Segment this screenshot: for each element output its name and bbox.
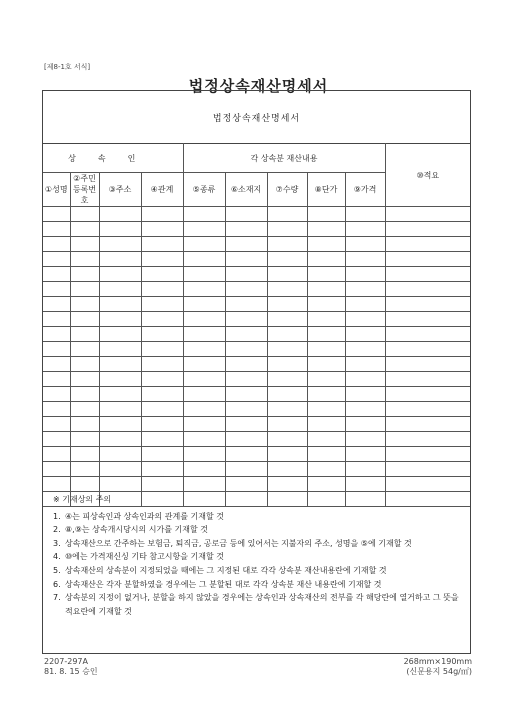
table-cell bbox=[183, 207, 225, 222]
table-cell bbox=[267, 432, 307, 447]
table-cell bbox=[99, 432, 141, 447]
table-cell bbox=[141, 327, 183, 342]
table-row bbox=[43, 327, 470, 342]
table-cell bbox=[43, 312, 70, 327]
table-cell bbox=[183, 462, 225, 477]
col-name: ①성명 bbox=[43, 173, 70, 207]
table-cell bbox=[345, 402, 385, 417]
table-cell bbox=[345, 342, 385, 357]
col-price: ⑨가격 bbox=[345, 173, 385, 207]
table-row bbox=[43, 282, 470, 297]
note-item: 7. 상속분의 지정이 없거나, 분할을 하지 않았을 경우에는 상속인과 상속재산의 전부를 각 해당란에 열거하고 그 뜻을 적요란에 기재할 것 bbox=[53, 593, 459, 616]
table-cell bbox=[345, 312, 385, 327]
table-cell bbox=[267, 357, 307, 372]
table-cell bbox=[385, 432, 470, 447]
table-cell bbox=[267, 267, 307, 282]
col-location: ⑥소재지 bbox=[225, 173, 267, 207]
table-cell bbox=[141, 342, 183, 357]
table-cell bbox=[141, 402, 183, 417]
table-row bbox=[43, 387, 470, 402]
table-cell bbox=[345, 372, 385, 387]
table-cell bbox=[70, 342, 99, 357]
table-cell bbox=[99, 282, 141, 297]
table-cell bbox=[99, 477, 141, 492]
table-cell bbox=[385, 447, 470, 462]
table-cell bbox=[385, 402, 470, 417]
table-cell bbox=[141, 417, 183, 432]
table-cell bbox=[267, 207, 307, 222]
table-cell bbox=[183, 477, 225, 492]
property-group-header: 각 상속분 재산내용 bbox=[183, 144, 385, 173]
col-resident-no: ②주민등록번호 bbox=[70, 173, 99, 207]
table-cell bbox=[183, 357, 225, 372]
table-cell bbox=[183, 372, 225, 387]
table-cell bbox=[70, 357, 99, 372]
inner-title: 법정상속재산명세서 bbox=[212, 114, 301, 124]
table-row bbox=[43, 297, 470, 312]
table-cell bbox=[43, 297, 70, 312]
table-cell bbox=[43, 417, 70, 432]
table-cell bbox=[307, 402, 345, 417]
table-cell bbox=[307, 417, 345, 432]
table-cell bbox=[307, 357, 345, 372]
table-cell bbox=[99, 402, 141, 417]
property-table bbox=[43, 143, 470, 507]
note-item: 5. 상속재산의 상속분이 지정되었을 때에는 그 지정된 대로 각각 상속분 재산내용란에 기재할 것 bbox=[53, 565, 387, 575]
table-cell bbox=[345, 462, 385, 477]
note-item: 3. 상속재산으로 간주하는 보험금, 퇴직금, 공로금 등에 있어서는 지불자의 주소, 성명을 ⑤에 기재할 것 bbox=[53, 538, 412, 548]
table-cell bbox=[70, 237, 99, 252]
table-row bbox=[43, 357, 470, 372]
table-cell bbox=[225, 357, 267, 372]
table-cell bbox=[43, 252, 70, 267]
table-cell bbox=[70, 312, 99, 327]
table-cell bbox=[385, 267, 470, 282]
table-cell bbox=[141, 282, 183, 297]
table-cell bbox=[99, 252, 141, 267]
table-cell bbox=[345, 282, 385, 297]
table-cell bbox=[99, 222, 141, 237]
table-cell bbox=[70, 222, 99, 237]
table-cell bbox=[99, 357, 141, 372]
table-cell bbox=[307, 252, 345, 267]
paper-size: 268mm×190mm bbox=[403, 657, 472, 666]
table-cell bbox=[70, 402, 99, 417]
table-cell bbox=[141, 297, 183, 312]
table-cell bbox=[70, 387, 99, 402]
table-cell bbox=[70, 267, 99, 282]
table-cell bbox=[267, 447, 307, 462]
table-cell bbox=[225, 312, 267, 327]
note-item: 2. ⑧,⑨는 상속개시당시의 시가를 기재할 것 bbox=[53, 525, 208, 535]
table-cell bbox=[307, 477, 345, 492]
table-cell bbox=[307, 387, 345, 402]
table-cell bbox=[385, 207, 470, 222]
table-cell bbox=[385, 312, 470, 327]
table-cell bbox=[99, 417, 141, 432]
table-cell bbox=[141, 372, 183, 387]
table-cell bbox=[267, 222, 307, 237]
table-cell bbox=[70, 462, 99, 477]
table-cell bbox=[267, 342, 307, 357]
table-cell bbox=[99, 297, 141, 312]
note-item: 1. ④는 피상속인과 상속인과의 관계를 기재할 것 bbox=[53, 511, 224, 521]
table-cell bbox=[43, 282, 70, 297]
table-cell bbox=[141, 432, 183, 447]
table-cell bbox=[99, 387, 141, 402]
table-cell bbox=[307, 282, 345, 297]
table-cell bbox=[225, 402, 267, 417]
table-cell bbox=[267, 372, 307, 387]
table-cell bbox=[385, 237, 470, 252]
table-cell bbox=[385, 462, 470, 477]
table-cell bbox=[99, 237, 141, 252]
table-cell bbox=[99, 267, 141, 282]
table-cell bbox=[43, 402, 70, 417]
page-title: 법정상속재산명세서 bbox=[188, 77, 329, 95]
form-frame bbox=[42, 90, 471, 654]
table-row bbox=[43, 462, 470, 477]
table-cell bbox=[99, 327, 141, 342]
table-cell bbox=[385, 222, 470, 237]
table-cell bbox=[43, 477, 70, 492]
table-cell bbox=[225, 267, 267, 282]
table-row bbox=[43, 477, 470, 492]
table-cell bbox=[225, 462, 267, 477]
table-cell bbox=[141, 477, 183, 492]
table-cell bbox=[70, 417, 99, 432]
table-cell bbox=[141, 237, 183, 252]
table-cell bbox=[70, 432, 99, 447]
table-cell bbox=[267, 387, 307, 402]
table-cell bbox=[307, 462, 345, 477]
table-cell bbox=[307, 207, 345, 222]
table-row bbox=[43, 237, 470, 252]
table-cell bbox=[141, 207, 183, 222]
footer-left bbox=[44, 657, 98, 677]
table-cell bbox=[183, 327, 225, 342]
table-cell bbox=[99, 447, 141, 462]
table-cell bbox=[267, 327, 307, 342]
table-cell bbox=[183, 387, 225, 402]
table-cell bbox=[70, 477, 99, 492]
table-cell bbox=[307, 372, 345, 387]
table-cell bbox=[385, 387, 470, 402]
table-cell bbox=[183, 222, 225, 237]
table-cell bbox=[385, 297, 470, 312]
note-item: 6. 상속재산은 각자 분할하였을 경우에는 그 분할된 대로 각각 상속분 재산 내용란에 기재할 것 bbox=[53, 579, 382, 589]
table-cell bbox=[141, 387, 183, 402]
table-cell bbox=[267, 237, 307, 252]
table-cell bbox=[385, 357, 470, 372]
table-cell bbox=[183, 342, 225, 357]
table-cell bbox=[99, 312, 141, 327]
note-item: 4. ⑩에는 가격재신싱 기타 참고시항을 기재할 것 bbox=[53, 552, 224, 562]
notes-header: ※ 기재상의 주의 bbox=[53, 495, 112, 504]
paper-type: (신문용지 54g/㎡) bbox=[406, 667, 472, 676]
table-cell bbox=[385, 282, 470, 297]
table-cell bbox=[345, 387, 385, 402]
table-row bbox=[43, 207, 470, 222]
table-cell bbox=[307, 222, 345, 237]
table-cell bbox=[43, 267, 70, 282]
table-cell bbox=[43, 387, 70, 402]
table-cell bbox=[43, 222, 70, 237]
table-cell bbox=[225, 447, 267, 462]
table-cell bbox=[385, 372, 470, 387]
table-cell bbox=[225, 207, 267, 222]
table-cell bbox=[307, 432, 345, 447]
table-cell bbox=[43, 372, 70, 387]
table-row bbox=[43, 252, 470, 267]
table-cell bbox=[307, 342, 345, 357]
table-cell bbox=[43, 447, 70, 462]
table-cell bbox=[225, 432, 267, 447]
table-cell bbox=[225, 297, 267, 312]
table-cell bbox=[267, 312, 307, 327]
table-cell bbox=[43, 327, 70, 342]
table-cell bbox=[141, 312, 183, 327]
table-cell bbox=[70, 282, 99, 297]
table-cell bbox=[183, 432, 225, 447]
table-cell bbox=[225, 282, 267, 297]
table-cell bbox=[70, 207, 99, 222]
table-cell bbox=[225, 222, 267, 237]
table-row bbox=[43, 402, 470, 417]
table-cell bbox=[345, 267, 385, 282]
table-cell bbox=[183, 252, 225, 267]
table-cell bbox=[345, 207, 385, 222]
table-cell bbox=[225, 237, 267, 252]
table-cell bbox=[345, 237, 385, 252]
table-cell bbox=[267, 252, 307, 267]
table-cell bbox=[225, 387, 267, 402]
table-cell bbox=[183, 267, 225, 282]
table-cell bbox=[307, 312, 345, 327]
table-cell bbox=[225, 342, 267, 357]
form-code: 2207-297A bbox=[44, 657, 88, 666]
form-number: [제8-1호 서식] bbox=[44, 63, 91, 71]
table-cell bbox=[385, 477, 470, 492]
heir-group-header: 상속인 bbox=[43, 144, 183, 173]
table-cell bbox=[70, 327, 99, 342]
table-cell bbox=[225, 372, 267, 387]
table-cell bbox=[225, 327, 267, 342]
table-row bbox=[43, 432, 470, 447]
table-cell bbox=[225, 477, 267, 492]
table-cell bbox=[183, 447, 225, 462]
table-cell bbox=[225, 417, 267, 432]
table-row bbox=[43, 222, 470, 237]
col-unit-price: ⑧단가 bbox=[307, 173, 345, 207]
table-cell bbox=[43, 207, 70, 222]
table-cell bbox=[141, 357, 183, 372]
table-cell bbox=[267, 417, 307, 432]
table-cell bbox=[267, 477, 307, 492]
table-cell bbox=[345, 252, 385, 267]
table-cell bbox=[385, 342, 470, 357]
table-body bbox=[43, 207, 470, 507]
table-row bbox=[43, 312, 470, 327]
table-cell bbox=[43, 357, 70, 372]
table-cell bbox=[99, 207, 141, 222]
notes-section bbox=[53, 493, 463, 618]
table-row bbox=[43, 447, 470, 462]
table-cell bbox=[99, 342, 141, 357]
table-cell bbox=[70, 447, 99, 462]
table-cell bbox=[345, 297, 385, 312]
footer-right bbox=[404, 657, 472, 677]
table-row bbox=[43, 417, 470, 432]
table-cell bbox=[345, 432, 385, 447]
table-cell bbox=[307, 327, 345, 342]
approval-date: 81. 8. 15 승인 bbox=[44, 667, 98, 676]
table-row bbox=[43, 267, 470, 282]
table-cell bbox=[307, 297, 345, 312]
table-cell bbox=[267, 297, 307, 312]
table-cell bbox=[345, 357, 385, 372]
table-cell bbox=[99, 462, 141, 477]
remarks-header: ⑩적요 bbox=[385, 144, 470, 207]
table-cell bbox=[70, 252, 99, 267]
table-cell bbox=[307, 267, 345, 282]
table-cell bbox=[225, 252, 267, 267]
table-cell bbox=[267, 462, 307, 477]
table-cell bbox=[385, 327, 470, 342]
table-cell bbox=[70, 297, 99, 312]
col-relation: ④관계 bbox=[141, 173, 183, 207]
table-row bbox=[43, 342, 470, 357]
table-cell bbox=[141, 267, 183, 282]
table-cell bbox=[307, 447, 345, 462]
table-cell bbox=[183, 402, 225, 417]
table-cell bbox=[267, 282, 307, 297]
table-cell bbox=[43, 237, 70, 252]
table-cell bbox=[183, 312, 225, 327]
table-cell bbox=[141, 222, 183, 237]
col-type: ⑤종류 bbox=[183, 173, 225, 207]
col-quantity: ⑦수량 bbox=[267, 173, 307, 207]
table-cell bbox=[141, 447, 183, 462]
table-cell bbox=[43, 342, 70, 357]
table-cell bbox=[70, 372, 99, 387]
col-address: ③주소 bbox=[99, 173, 141, 207]
table-cell bbox=[141, 462, 183, 477]
table-cell bbox=[345, 327, 385, 342]
table-cell bbox=[183, 282, 225, 297]
table-cell bbox=[345, 222, 385, 237]
table-cell bbox=[99, 372, 141, 387]
table-cell bbox=[267, 402, 307, 417]
table-cell bbox=[345, 447, 385, 462]
table-cell bbox=[183, 417, 225, 432]
table-cell bbox=[183, 237, 225, 252]
table-cell bbox=[385, 417, 470, 432]
table-cell bbox=[385, 252, 470, 267]
table-cell bbox=[345, 477, 385, 492]
table-cell bbox=[345, 417, 385, 432]
table-cell bbox=[307, 237, 345, 252]
table-cell bbox=[183, 297, 225, 312]
table-cell bbox=[43, 432, 70, 447]
table-row bbox=[43, 372, 470, 387]
table-cell bbox=[43, 462, 70, 477]
table-cell bbox=[141, 252, 183, 267]
